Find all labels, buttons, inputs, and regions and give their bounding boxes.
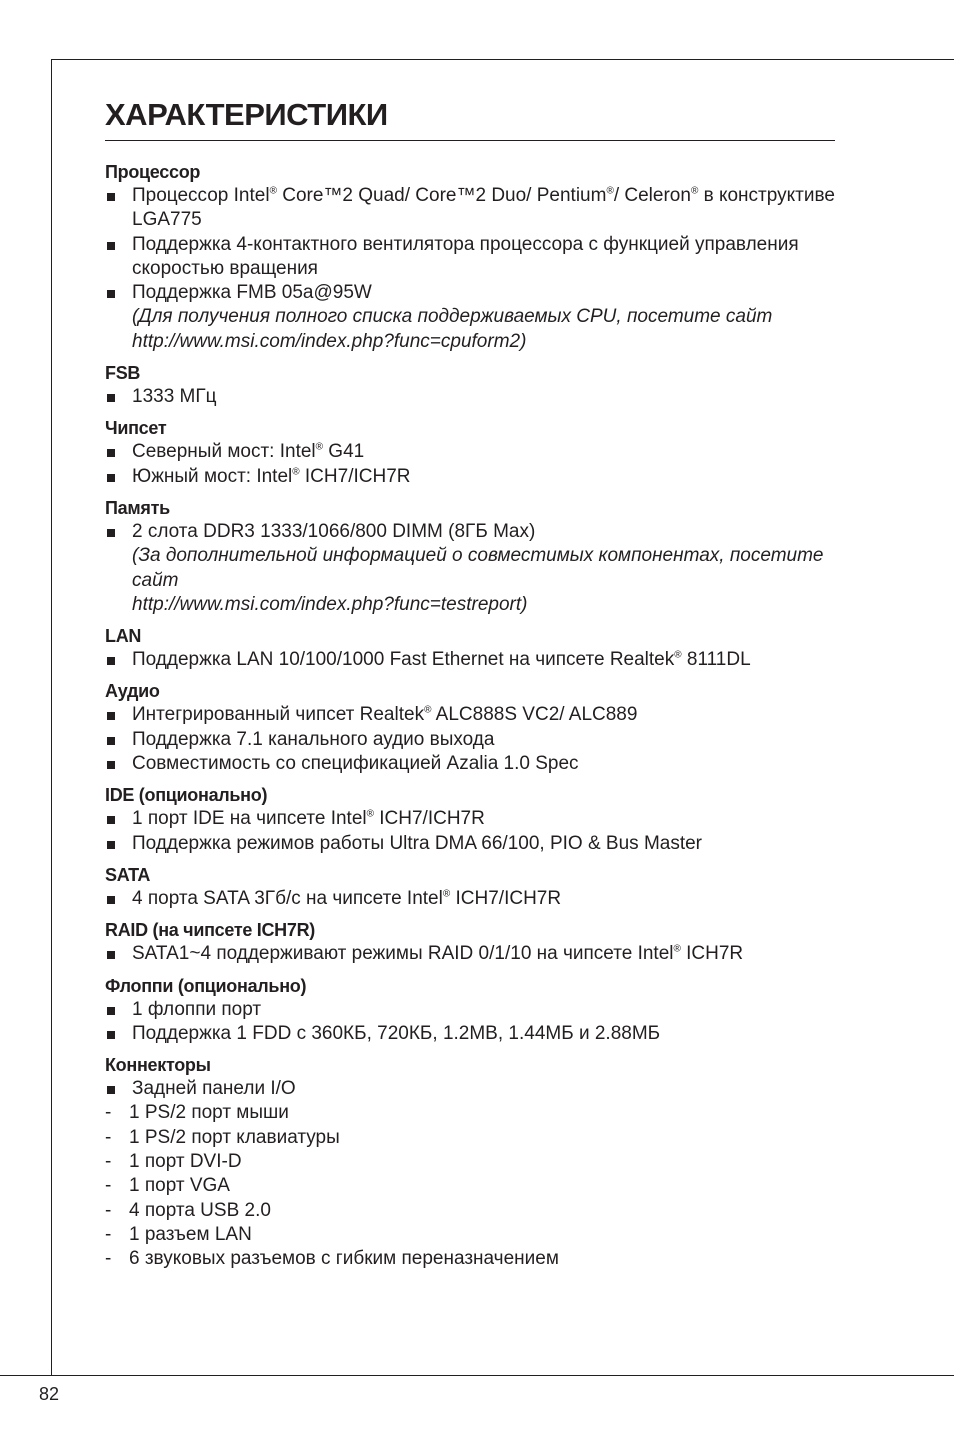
spec-section <box>105 496 835 617</box>
sub-item-text: 6 звуковых разъемов с гибким переназначением <box>129 1248 559 1270</box>
sub-item-text: 4 порта USB 2.0 <box>129 1199 271 1221</box>
spec-section <box>105 974 835 1047</box>
list-item <box>105 998 835 1022</box>
bullet-list <box>105 807 835 856</box>
square-bullet-icon <box>107 193 115 201</box>
item-text: ICH7/ICH7R <box>450 887 562 909</box>
bullet-list <box>105 520 835 617</box>
sub-list-item <box>105 1223 835 1247</box>
spec-section <box>105 1053 835 1271</box>
square-bullet-icon <box>107 816 115 824</box>
sub-list <box>105 1101 835 1271</box>
item-text: ICH7/ICH7R <box>373 808 485 830</box>
spec-sections <box>105 160 835 1272</box>
list-item <box>105 385 835 409</box>
square-bullet-icon <box>107 841 115 849</box>
registered-mark: ® <box>424 705 432 717</box>
registered-mark: ® <box>690 185 699 197</box>
sub-list-item <box>105 1199 835 1223</box>
item-text: Поддержка FMB 05a@95W <box>132 282 372 304</box>
section-heading: Память <box>105 497 170 518</box>
spec-section <box>105 160 835 354</box>
registered-mark: ® <box>366 809 374 821</box>
note-url: http://www.msi.com/index.php?func=testreport) <box>132 593 528 615</box>
bullet-list <box>105 942 835 966</box>
spec-section <box>105 783 835 856</box>
sub-item-text: 1 порт VGA <box>129 1175 230 1197</box>
item-text: 4 порта SATA 3Гб/с на чипсете Intel <box>132 887 443 909</box>
sub-list-item <box>105 1150 835 1174</box>
registered-mark: ® <box>269 185 277 197</box>
square-bullet-icon <box>107 896 115 904</box>
page-number: 82 <box>39 1384 60 1404</box>
bullet-list <box>105 998 835 1047</box>
spec-section <box>105 416 835 489</box>
sub-item-text: 1 порт DVI-D <box>129 1151 242 1173</box>
bullet-list <box>105 385 835 409</box>
sub-item-text: 1 разъем LAN <box>129 1223 252 1245</box>
sub-list-item <box>105 1174 835 1198</box>
item-text: 1333 МГц <box>132 386 217 408</box>
item-text: Core™2 Quad/ Core™2 Duo/ Pentium <box>276 185 607 206</box>
section-heading: Флоппи (опционально) <box>105 975 307 996</box>
item-text: Процессор Intel <box>132 185 270 206</box>
registered-mark: ® <box>292 466 300 478</box>
list-item <box>105 520 835 617</box>
square-bullet-icon <box>107 449 115 457</box>
item-text: / Celeron <box>613 185 691 206</box>
square-bullet-icon <box>107 1086 115 1094</box>
page-frame-top-rule <box>51 59 954 60</box>
item-note: (Для получения полного списка поддерживаемых CPU, посетите сайт <box>132 306 773 328</box>
section-heading: LAN <box>105 626 142 647</box>
list-item <box>105 465 835 489</box>
list-item <box>105 281 835 354</box>
spec-content <box>105 96 835 1279</box>
sub-list-item <box>105 1126 835 1150</box>
item-text: SATA1~4 поддерживают режимы RAID 0/1/10 на чипсете Intel <box>132 943 674 965</box>
list-item <box>105 1077 835 1101</box>
list-item <box>105 832 835 856</box>
square-bullet-icon <box>107 529 115 537</box>
spec-section <box>105 863 835 911</box>
section-heading: Чипсет <box>105 418 167 439</box>
bullet-list <box>105 1077 835 1271</box>
list-item <box>105 233 835 282</box>
item-text: G41 <box>323 441 365 463</box>
item-note: (За дополнительной информацией о совместимых компонентах, посетите сайт <box>132 545 824 591</box>
dash-bullet-icon: - <box>105 1199 112 1221</box>
list-item <box>105 807 835 831</box>
item-text: 2 слота DDR3 1333/1066/800 DIMM (8ГБ Max) <box>132 520 536 542</box>
spec-section <box>105 361 835 409</box>
section-heading: IDE (опционально) <box>105 785 268 806</box>
square-bullet-icon <box>107 657 115 665</box>
square-bullet-icon <box>107 474 115 482</box>
dash-bullet-icon: - <box>105 1248 112 1270</box>
spec-section <box>105 624 835 672</box>
bullet-list <box>105 887 835 911</box>
item-text: 8111DL <box>681 649 751 671</box>
square-bullet-icon <box>107 290 115 298</box>
note-url: http://www.msi.com/index.php?func=cpuform2) <box>132 330 527 352</box>
page-frame-bottom-rule <box>0 1375 954 1376</box>
registered-mark: ® <box>442 888 451 900</box>
bullet-list <box>105 703 835 776</box>
list-item <box>105 887 835 911</box>
item-text: 1 порт IDE на чипсете Intel <box>132 808 367 830</box>
list-item <box>105 752 835 776</box>
item-text: ICH7/ICH7R <box>299 465 411 487</box>
bullet-list <box>105 648 835 672</box>
dash-bullet-icon: - <box>105 1223 112 1245</box>
registered-mark: ® <box>315 442 324 454</box>
item-text: Поддержка LAN 10/100/1000 Fast Ethernet на чипсете Realtek <box>132 649 675 671</box>
item-text: Поддержка 7.1 канального аудио выхода <box>132 728 495 750</box>
list-item <box>105 728 835 752</box>
section-heading: FSB <box>105 363 141 384</box>
item-text: Поддержка 4-контактного вентилятора процессора с функцией управления скоростью вращения <box>132 233 799 279</box>
item-text: Поддержка 1 FDD с 360КБ, 720КБ, 1.2МВ, 1.44МБ и 2.88МБ <box>132 1022 661 1044</box>
section-heading: Аудио <box>105 681 160 702</box>
item-text: Задней панели I/O <box>132 1078 296 1100</box>
section-heading: RAID (на чипсете ICH7R) <box>105 920 315 941</box>
item-text: ICH7R <box>680 943 744 965</box>
square-bullet-icon <box>107 1007 115 1015</box>
item-text: 1 флоппи порт <box>132 998 262 1020</box>
page-title: ХАРАКТЕРИСТИКИ <box>105 96 835 141</box>
section-heading: SATA <box>105 864 151 885</box>
section-heading: Процессор <box>105 162 201 182</box>
item-text: ALC888S VC2/ ALC889 <box>431 704 638 726</box>
registered-mark: ® <box>673 943 681 955</box>
section-heading: Коннекторы <box>105 1055 211 1076</box>
square-bullet-icon <box>107 951 115 959</box>
registered-mark: ® <box>674 649 682 661</box>
item-text: Северный мост: Intel <box>132 441 316 463</box>
list-item <box>105 703 835 727</box>
registered-mark: ® <box>606 185 614 197</box>
square-bullet-icon <box>107 712 115 720</box>
list-item <box>105 942 835 966</box>
bullet-list <box>105 184 835 354</box>
square-bullet-icon <box>107 242 115 250</box>
square-bullet-icon <box>107 737 115 745</box>
sub-list-item <box>105 1101 835 1125</box>
sub-list-item <box>105 1247 835 1271</box>
sub-item-text: 1 PS/2 порт мыши <box>129 1102 289 1124</box>
bullet-list <box>105 440 835 489</box>
square-bullet-icon <box>107 394 115 402</box>
square-bullet-icon <box>107 1031 115 1039</box>
spec-section <box>105 918 835 966</box>
list-item <box>105 184 835 233</box>
list-item <box>105 648 835 672</box>
dash-bullet-icon: - <box>105 1151 112 1173</box>
list-item <box>105 440 835 464</box>
item-text: Поддержка режимов работы Ultra DMA 66/100, PIO & Bus Master <box>132 832 703 854</box>
dash-bullet-icon: - <box>105 1175 112 1197</box>
item-text: в конструктиве LGA775 <box>132 185 835 231</box>
item-text: Южный мост: Intel <box>132 465 293 487</box>
dash-bullet-icon: - <box>105 1102 112 1124</box>
square-bullet-icon <box>107 761 115 769</box>
sub-item-text: 1 PS/2 порт клавиатуры <box>129 1126 340 1148</box>
page-frame-left-rule <box>51 59 52 1376</box>
dash-bullet-icon: - <box>105 1126 112 1148</box>
item-text: Совместимость со спецификацией Azalia 1.0 Spec <box>132 753 579 775</box>
item-text: Интегрированный чипсет Realtek <box>132 704 425 726</box>
spec-section <box>105 679 835 776</box>
list-item <box>105 1022 835 1046</box>
